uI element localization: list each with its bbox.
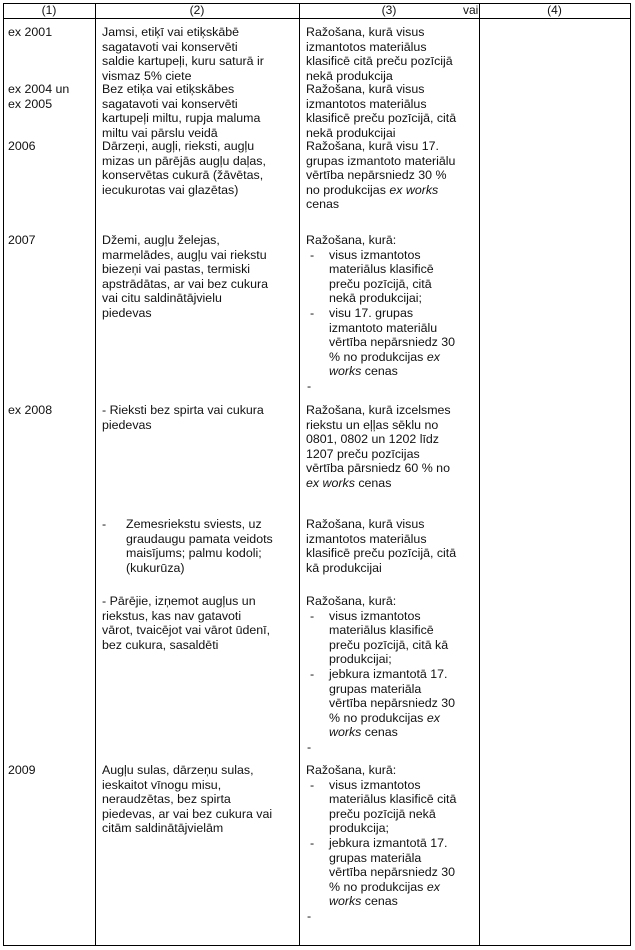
row-description: kartupeļi miltu, rupja maluma — [102, 111, 261, 126]
header-col1: (1) — [41, 3, 57, 17]
row-rule: Ražošana, kurā visus — [306, 25, 425, 39]
rule-item-line: vērtība nepārsniedz 30 — [329, 696, 456, 711]
rule-item-dash: - — [310, 777, 315, 792]
rule-item-line: materiālus klasificē citā — [329, 792, 457, 807]
row-rule: 0801, 0802 un 1202 līdz — [306, 432, 439, 447]
row-description: Džemi, augļu želejas, — [102, 233, 220, 247]
row-description: Augļu sulas, dārzeņu sulas, — [102, 763, 254, 777]
rule-item-line: materiālus klasificē — [329, 623, 434, 638]
row-rule: ex works cenas — [306, 476, 392, 490]
rule-item-line: nekā produkcijai; — [329, 291, 422, 306]
row-description: Dārzeņi, augļi, rieksti, augļu — [102, 139, 255, 153]
row-description: bez cukura, sasaldēti — [102, 637, 219, 652]
rule-item-line: materiālus klasificē — [329, 262, 434, 277]
row-description: neraudzētas, bez spirta — [102, 792, 231, 807]
rule-intro: Ražošana, kurā: — [306, 594, 397, 608]
row-description: citām saldinātājvielām — [102, 821, 224, 836]
rule-item-line: grupas materiāla — [329, 850, 422, 865]
row-code: ex 2005 — [8, 96, 53, 111]
row-code: ex 2004 un — [8, 82, 70, 96]
row-description: piedevas — [102, 306, 152, 320]
rule-trailing-dash: - — [307, 909, 312, 923]
row-rule: Ražošana, kurā izcelsmes — [306, 403, 451, 417]
rule-item-line: vērtība nepārsniedz 30 — [329, 865, 456, 880]
rule-item-dash: - — [310, 836, 315, 850]
row-description: Bez etiķa vai etiķskābes — [102, 82, 235, 96]
row-rule: izmantotos materiālus — [306, 39, 427, 54]
row-code: ex 2008 — [8, 403, 53, 417]
row-rule: klasificē citā preču pozīcijā — [306, 54, 453, 69]
rule-item-line: produkcijai; — [329, 652, 392, 667]
row-description: konservētas cukurā (žāvētas, — [102, 168, 264, 183]
row-description: mizas un pārējās augļu daļas, — [102, 153, 266, 168]
row-rule: nekā produkcija — [306, 68, 393, 83]
row-description: iecukurotas vai glazētas) — [102, 182, 239, 197]
header-col2: (2) — [189, 3, 205, 17]
rule-intro: Ražošana, kurā: — [306, 233, 397, 247]
rule-item-dash: - — [310, 608, 315, 623]
header-col3: (3) — [381, 3, 397, 17]
row-description: marmelādes, augļu vai riekstu — [102, 247, 267, 262]
row-rule: 1207 preču pozīcijas — [306, 446, 420, 461]
rule-item-line: % no produkcijas ex — [329, 879, 440, 894]
rule-item-line: works cenas — [329, 894, 398, 909]
row-description: vārot, tvaicējot vai vārot ūdenī, — [102, 623, 271, 638]
row-rule: Ražošana, kurā visu 17. — [306, 139, 439, 153]
row-rule: vērtība pārsniedz 60 % no — [306, 461, 450, 476]
row-description: piedevas — [102, 417, 152, 432]
table-right-border — [630, 3, 631, 946]
row-code: ex 2001 — [8, 25, 53, 39]
rule-item-line: % no produkcijas ex — [329, 710, 440, 725]
header-bottom-border — [3, 18, 631, 19]
row-rule: klasificē preču pozīcijā, citā — [306, 546, 457, 561]
rule-item-line: vērtība nepārsniedz 30 — [329, 335, 456, 350]
rule-item-line: produkcija; — [329, 821, 389, 836]
rule-item-line: works cenas — [329, 364, 398, 379]
rule-item-line: grupas materiāla — [329, 681, 422, 696]
rule-item-line: % no produkcijas ex — [329, 349, 440, 364]
row-description: (kukurūza) — [126, 560, 185, 575]
row-rule: klasificē preču pozīcijā, citā — [306, 111, 457, 126]
row-rule: no produkcijas ex works — [306, 182, 439, 197]
row-description: piedevas, ar vai bez cukura vai — [102, 806, 273, 821]
column-divider-1 — [95, 3, 96, 946]
table-bottom-border — [3, 945, 631, 946]
row-rule: Ražošana, kurā visus — [306, 82, 425, 96]
row-description: Zemesriekstu sviests, uz — [126, 517, 262, 531]
rule-item-line: visu 17. grupas — [329, 306, 414, 320]
document-page — [3, 3, 631, 946]
row-code: 2006 — [8, 139, 36, 153]
row-description: riekstus, kas nav gatavoti — [102, 608, 242, 623]
row-rule: izmantotos materiālus — [306, 531, 427, 546]
rule-item-dash: - — [310, 306, 315, 320]
rule-item-line: preču pozīcijā, citā — [329, 276, 432, 291]
description-dash: - — [102, 517, 107, 531]
rule-item-dash: - — [310, 667, 315, 681]
row-description: sagatavoti vai konservēti — [102, 39, 238, 54]
header-vai: vai — [463, 3, 479, 17]
row-description: - Rieksti bez spirta vai cukura — [102, 403, 264, 417]
row-rule: Ražošana, kurā visus — [306, 517, 425, 531]
row-rule: vērtība nepārsniedz 30 % — [306, 168, 447, 183]
table-left-border — [3, 3, 4, 946]
row-rule: kā produkcijai — [306, 560, 382, 575]
rule-trailing-dash: - — [307, 740, 312, 754]
row-code: 2007 — [8, 233, 36, 247]
column-divider-2 — [299, 3, 300, 946]
rule-item-line: jebkura izmantotā 17. — [329, 836, 448, 850]
row-rule: grupas izmantoto materiālu — [306, 153, 456, 168]
rule-item-dash: - — [310, 247, 315, 262]
row-description: saldie kartupeļi, kuru saturā ir — [102, 54, 264, 69]
row-description: vismaz 5% ciete — [102, 68, 192, 83]
rule-item-line: preču pozīcijā, citā kā — [329, 637, 449, 652]
row-code: 2009 — [8, 763, 36, 777]
rule-item-line: visus izmantotos — [329, 247, 421, 262]
row-rule: nekā produkcijai — [306, 125, 396, 140]
row-rule: izmantotos materiālus — [306, 96, 427, 111]
rule-item-line: jebkura izmantotā 17. — [329, 667, 448, 681]
rule-trailing-dash: - — [307, 379, 312, 393]
row-description: apstrādātas, ar vai bez cukura — [102, 276, 268, 291]
row-description: ieskaitot vīnogu misu, — [102, 777, 222, 792]
row-description: graudaugu pamata veidots — [126, 531, 273, 546]
rule-item-line: visus izmantotos — [329, 777, 421, 792]
rule-item-line: preču pozīcijā nekā — [329, 806, 436, 821]
column-divider-3 — [479, 3, 480, 946]
header-col4: (4) — [547, 3, 562, 17]
row-rule: cenas — [306, 197, 340, 212]
row-description: vai citu saldinātājvielu — [102, 291, 222, 306]
row-description: sagatavoti vai konservēti — [102, 96, 238, 111]
row-description: biezeņi vai pastas, termiski — [102, 262, 251, 277]
rule-item-line: izmantoto materiālu — [329, 320, 438, 335]
row-description: Jamsi, etiķī vai etiķskābē — [102, 25, 240, 39]
row-rule: riekstu un eļļas sēklu no — [306, 417, 439, 432]
rule-item-line: visus izmantotos — [329, 608, 421, 623]
row-description: miltu vai pārslu veidā — [102, 125, 218, 140]
rule-item-line: works cenas — [329, 725, 398, 740]
rule-intro: Ražošana, kurā: — [306, 763, 397, 777]
row-description: - Pārējie, izņemot augļus un — [102, 594, 256, 608]
row-description: maisījums; palmu kodoli; — [126, 546, 262, 561]
